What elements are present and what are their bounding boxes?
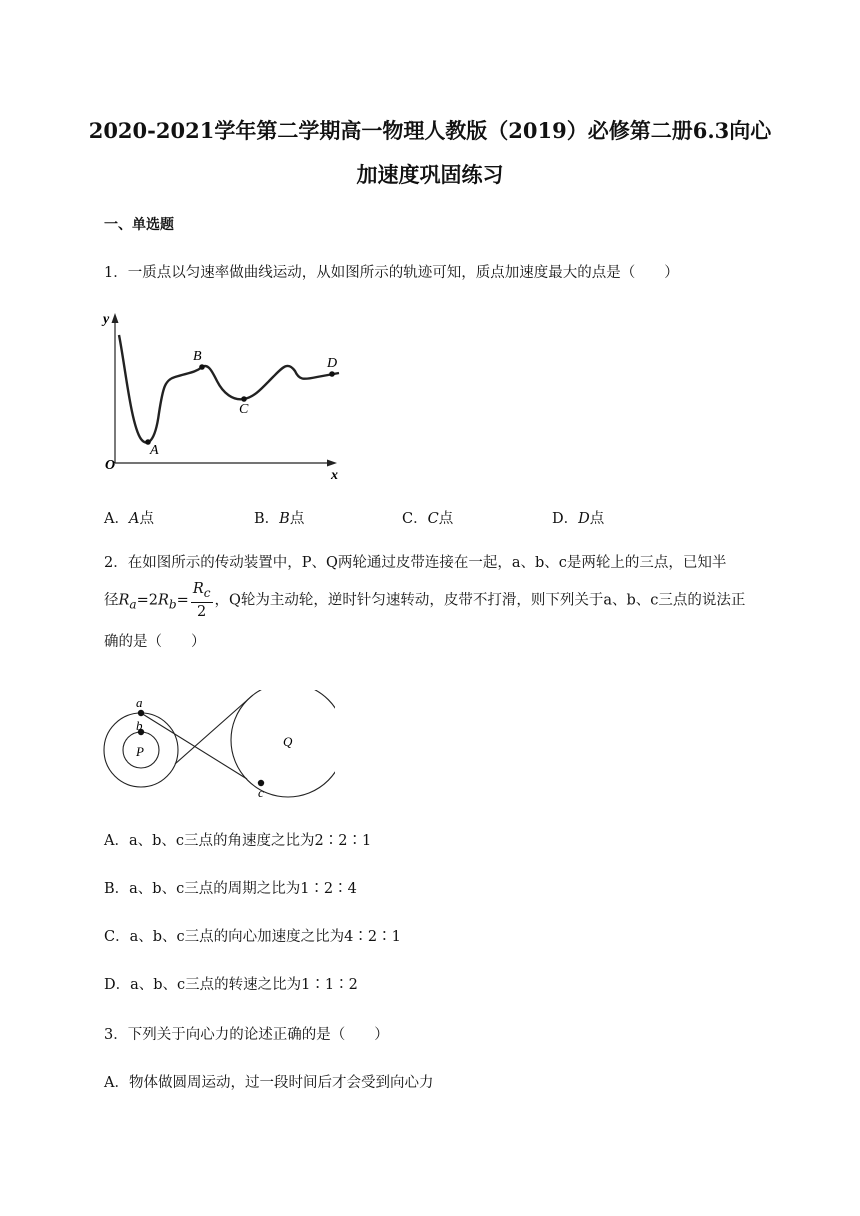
q1-option-d[interactable]: D．D点 [552, 511, 605, 527]
section-heading: 一、单选题 [104, 217, 174, 233]
q2-belt-drive-figure [95, 690, 335, 800]
y-axis-label: y [103, 312, 110, 327]
y-axis-arrow-icon [112, 313, 119, 323]
point-a-label: A [150, 443, 159, 458]
q1-stem: 1．一质点以匀速率做曲线运动，从如图所示的轨迹可知，质点加速度最大的点是（ ） [104, 265, 679, 281]
x-axis-arrow-icon [327, 460, 337, 467]
q2-stem-line1: 2．在如图所示的传动装置中，P、Q两轮通过皮带连接在一起，a、b、c是两轮上的三点，已知半 [104, 555, 727, 571]
radius-fraction: $\frac{R_c}{2}$ [192, 581, 211, 620]
point-c-label: c [258, 785, 264, 800]
wheel-p-label: P [136, 744, 144, 759]
point-d-label: D [327, 356, 338, 371]
point-a-label: a [136, 695, 143, 710]
point-b-label: b [136, 718, 143, 733]
point-d-dot [329, 371, 335, 377]
document-title-line1: 2020-2021学年第二学期高一物理人教版（2019）必修第二册6.3向心 [88, 118, 772, 143]
document-title-line2: 加速度巩固练习 [356, 162, 504, 187]
q2-stem-line3: 确的是（ ） [104, 634, 206, 650]
point-a-dot [138, 710, 144, 716]
q2-stem-line2: 径$R_a=2R_b=$ $\frac{R_c}{2}$ ，Q轮为主动轮，逆时针匀速转动，皮带不打滑，则下列关于a、b、c三点的说法正 [104, 581, 746, 620]
q2-option-d[interactable]: D．a、b、c三点的转速之比为1∶1∶2 [104, 977, 358, 993]
point-b-label: B [193, 349, 202, 364]
trajectory-curve [119, 335, 339, 443]
point-c-label: C [239, 402, 249, 417]
q2-option-c[interactable]: C．a、b、c三点的向心加速度之比为4∶2∶1 [104, 929, 401, 945]
q1-option-c[interactable]: C．C点 [402, 511, 454, 527]
q3-stem: 3．下列关于向心力的论述正确的是（ ） [104, 1027, 389, 1043]
belt-segment-2 [175, 695, 253, 764]
wheel-q-label: Q [283, 734, 293, 749]
q2-option-b[interactable]: B．a、b、c三点的周期之比为1∶2∶4 [104, 881, 357, 897]
q1-option-a[interactable]: A．A点 [104, 511, 154, 527]
q2-option-a[interactable]: A．a、b、c三点的角速度之比为2∶2∶1 [104, 833, 372, 849]
q1-option-b[interactable]: B．B点 [254, 511, 305, 527]
q3-option-a[interactable]: A．物体做圆周运动，过一段时间后才会受到向心力 [104, 1075, 434, 1091]
x-axis-label: x [331, 468, 338, 480]
point-b-dot [199, 364, 205, 370]
origin-label: O [105, 458, 116, 473]
q1-trajectory-figure [95, 305, 355, 480]
point-c-dot [241, 396, 247, 402]
